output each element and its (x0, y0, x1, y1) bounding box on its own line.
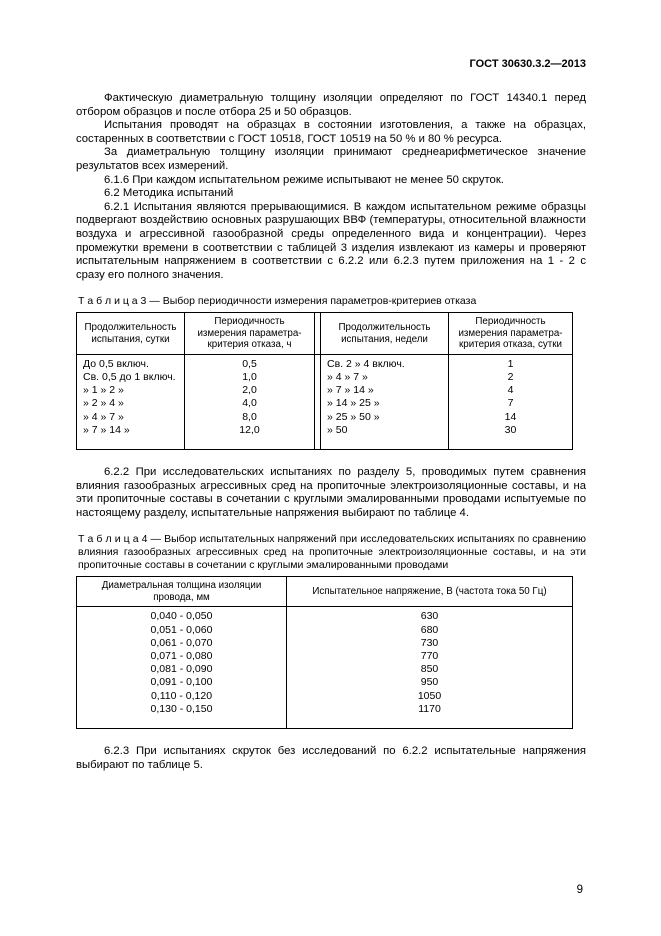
table3-caption: Т а б л и ц а 3 — Выбор периодичности измерения параметров-критериев отказа (78, 295, 477, 308)
table-cell: » 14 » 25 » (321, 397, 449, 410)
table-cell: » 7 » 14 » (77, 424, 185, 450)
table-cell: Св. 0,5 до 1 включ. (77, 371, 185, 384)
table-cell: До 0,5 включ. (77, 354, 185, 371)
table-cell: 0,051 - 0,060 (77, 624, 287, 637)
table-cell: 12,0 (185, 424, 315, 450)
table-cell: » 4 » 7 » (321, 371, 449, 384)
table4-caption: Т а б л и ц а 4 — Выбор испытательных напряжений при исследовательских испытаниях по сравнению влияния газообразных агрессивных сред на пропиточные электроизоляционные составы, и на эти пропиточные составы в сочетании с круглыми эмалированными проводами (78, 533, 586, 572)
table-cell: » 4 » 7 » (77, 411, 185, 424)
table-cell: 0,040 - 0,050 (77, 607, 287, 624)
table-cell: 0,071 - 0,080 (77, 650, 287, 663)
table-cell: 730 (287, 637, 573, 650)
table-cell: » 25 » 50 » (321, 411, 449, 424)
paragraph-6-2-3: 6.2.3 При испытаниях скруток без исследований по 6.2.2 испытательные напряжения выбирают по таблице 5. (76, 745, 586, 771)
table4-header-row (77, 577, 573, 607)
table-row (77, 384, 573, 397)
paragraph-6-2-1: 6.2.1 Испытания являются прерывающимися. В каждом испытательном режиме образцы подвергают воздействию основных разрушающих ВВФ (температуры, относительной влажности воздуха и агрессивной газообразной среды определенного вида и концентрации). Через промежутки времени в соответствии с таблицей 3 изделия извлекают из камеры и проверяют испытательным напряжением в соответствии с 6.2.2 или 6.2.3 путем приложения на 1 - 2 с сразу его полного значения. (76, 200, 586, 281)
table-cell: » 1 » 2 » (77, 384, 185, 397)
table3-col-header-duration-days: Продолжительность испытания, сутки (77, 313, 185, 355)
table-row (77, 650, 573, 663)
table4-col-header-thickness: Диаметральная толщина изоляции провода, мм (77, 577, 287, 607)
table-row (77, 663, 573, 676)
table-row (77, 354, 573, 371)
table-cell: » 7 » 14 » (321, 384, 449, 397)
table3-col-header-duration-weeks: Продолжительность испытания, недели (321, 313, 449, 355)
table-cell: 0,110 - 0,120 (77, 690, 287, 703)
table-cell: Св. 2 » 4 включ. (321, 354, 449, 371)
table-row (77, 703, 573, 729)
table4-col-header-voltage: Испытательное напряжение, В (частота тока 50 Гц) (287, 577, 573, 607)
table-cell: 1050 (287, 690, 573, 703)
table-cell: 1170 (287, 703, 573, 729)
table-cell: 770 (287, 650, 573, 663)
table4 (76, 576, 573, 729)
document-code: ГОСТ 30630.3.2—2013 (469, 58, 586, 70)
table-cell: » 50 (321, 424, 449, 450)
paragraph-test-samples: Испытания проводят на образцах в состоянии изготовления, а также на образцах, состаренных в соответствии с ГОСТ 10518, ГОСТ 10519 на 50 % и 80 % ресурса. (76, 119, 586, 145)
table3 (76, 312, 573, 450)
table-cell: 4,0 (185, 397, 315, 410)
table-cell: 0,5 (185, 354, 315, 371)
table-row (77, 637, 573, 650)
table-row (77, 397, 573, 410)
table-cell: 14 (449, 411, 573, 424)
table-cell: » 2 » 4 » (77, 397, 185, 410)
table-cell: 7 (449, 397, 573, 410)
table-cell: 2,0 (185, 384, 315, 397)
table-cell: 950 (287, 676, 573, 689)
table-cell: 30 (449, 424, 573, 450)
table-row (77, 676, 573, 689)
table-cell: 0,061 - 0,070 (77, 637, 287, 650)
table-cell: 2 (449, 371, 573, 384)
table-cell: 0,081 - 0,090 (77, 663, 287, 676)
paragraph-6-2-2: 6.2.2 При исследовательских испытаниях по разделу 5, проводимых путем сравнения влияния газообразных агрессивных сред на пропиточные электроизоляционные составы, и на эти пропиточные составы в сочетании с круглыми эмалированными проводами испытуемые по настоящему разделу, испытательные напряжения выбирают по таблице 4. (76, 466, 586, 519)
table3-col-header-period-days: Периодичность измерения параметра-критерия отказа, сутки (449, 313, 573, 355)
table3-header-row (77, 313, 573, 355)
table-cell: 0,091 - 0,100 (77, 676, 287, 689)
table-row (77, 424, 573, 450)
table-row (77, 607, 573, 624)
table-row (77, 690, 573, 703)
table-row (77, 371, 573, 384)
table-row (77, 411, 573, 424)
paragraph-mean-value: За диаметральную толщину изоляции принимают среднеарифметическое значение результатов всех измерений. (76, 146, 586, 172)
paragraph-6-1-6: 6.1.6 При каждом испытательном режиме испытывают не менее 50 скруток. (104, 173, 504, 186)
table-cell: 1 (449, 354, 573, 371)
table-row (77, 624, 573, 637)
table-cell: 8,0 (185, 411, 315, 424)
paragraph-insulation-thickness: Фактическую диаметральную толщину изоляции определяют по ГОСТ 14340.1 перед отбором образцов и после отбора 25 и 50 образцов. (76, 92, 586, 118)
table-cell: 4 (449, 384, 573, 397)
table-cell: 1,0 (185, 371, 315, 384)
table-cell: 850 (287, 663, 573, 676)
table-cell: 0,130 - 0,150 (77, 703, 287, 729)
table3-col-header-period-hours: Периодичность измерения параметра-критерия отказа, ч (185, 313, 315, 355)
table-cell: 630 (287, 607, 573, 624)
table-cell: 680 (287, 624, 573, 637)
page-number: 9 (576, 884, 583, 896)
heading-6-2: 6.2 Методика испытаний (104, 187, 234, 200)
